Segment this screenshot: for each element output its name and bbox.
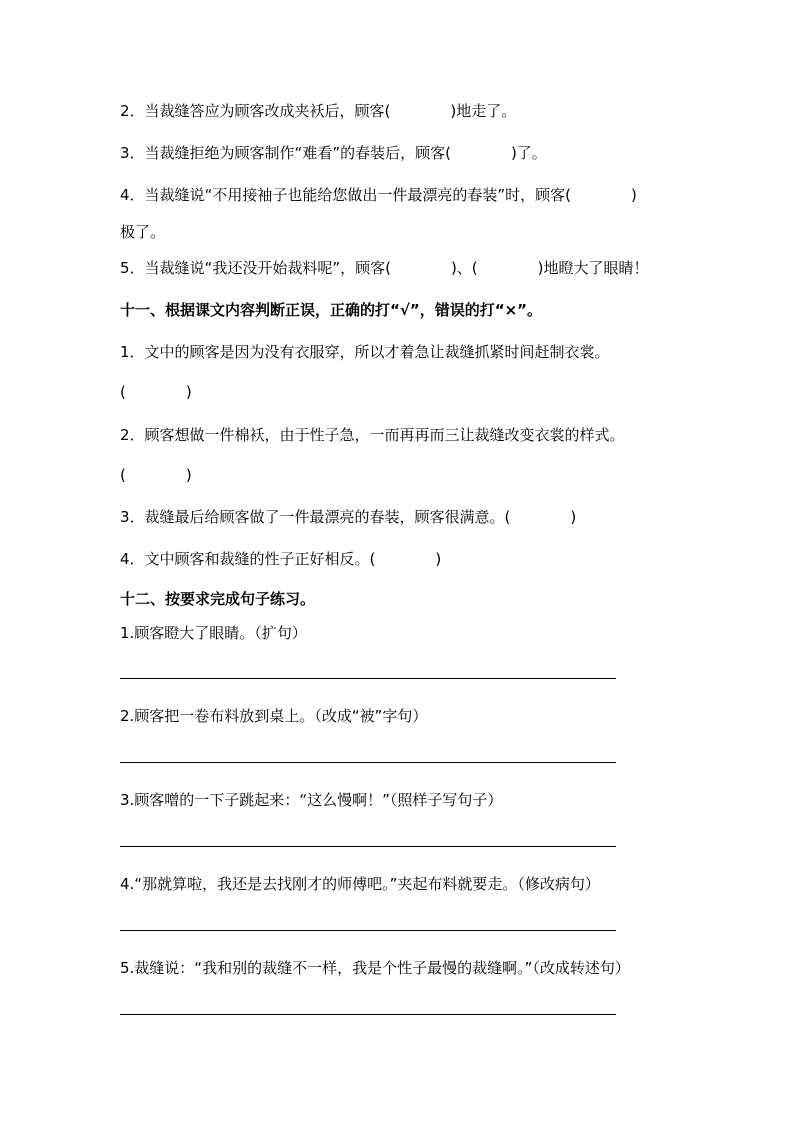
answer-line-12-2[interactable] xyxy=(120,762,616,763)
question-11-2: 2．顾客想做一件棉袄，由于性子急，一而再再而三让裁缝改变衣裳的样式。 xyxy=(120,426,625,444)
question-11-1: 1．文中的顾客是因为没有衣服穿，所以才着急让裁缝抓紧时间赶制衣裳。 xyxy=(120,343,610,361)
section-11-title: 十一、根据课文内容判断正误，正确的打“√”，错误的打“×”。 xyxy=(120,301,543,319)
answer-line-12-1[interactable] xyxy=(120,678,616,679)
answer-blank-11-2[interactable]: ( ) xyxy=(120,466,192,484)
question-11-3: 3．裁缝最后给顾客做了一件最漂亮的春装，顾客很满意。( ) xyxy=(120,508,577,526)
question-10-3: 3．当裁缝拒绝为顾客制作“难看”的春装后，顾客( )了。 xyxy=(120,144,547,162)
question-12-3: 3.顾客噌的一下子跳起来：“这么慢啊！”（照样子写句子） xyxy=(120,791,503,809)
answer-line-12-5[interactable] xyxy=(120,1014,616,1015)
question-12-2: 2.顾客把一卷布料放到桌上。（改成“被”字句） xyxy=(120,707,428,725)
question-10-2: 2．当裁缝答应为顾客改成夹袄后，顾客( )地走了。 xyxy=(120,102,517,120)
answer-blank-11-1[interactable]: ( ) xyxy=(120,383,192,401)
question-10-4-continued: 极了。 xyxy=(120,223,166,241)
question-10-4: 4．当裁缝说“不用接袖子也能给您做出一件最漂亮的春装”时，顾客( ) xyxy=(120,186,637,204)
question-11-4: 4．文中顾客和裁缝的性子正好相反。( ) xyxy=(120,550,442,568)
answer-line-12-3[interactable] xyxy=(120,846,616,847)
question-12-4: 4.“那就算啦，我还是去找刚才的师傅吧。”夹起布料就要走。（修改病句） xyxy=(120,875,600,893)
question-12-5: 5.裁缝说：“我和别的裁缝不一样，我是个性子最慢的裁缝啊。”（改成转述句） xyxy=(120,959,630,977)
answer-line-12-4[interactable] xyxy=(120,930,616,931)
question-12-1: 1.顾客瞪大了眼睛。（扩句） xyxy=(120,624,307,642)
section-12-title: 十二、按要求完成句子练习。 xyxy=(120,590,316,608)
question-10-5: 5．当裁缝说“我还没开始裁料呢”，顾客( )、( )地瞪大了眼睛！ xyxy=(120,259,649,277)
